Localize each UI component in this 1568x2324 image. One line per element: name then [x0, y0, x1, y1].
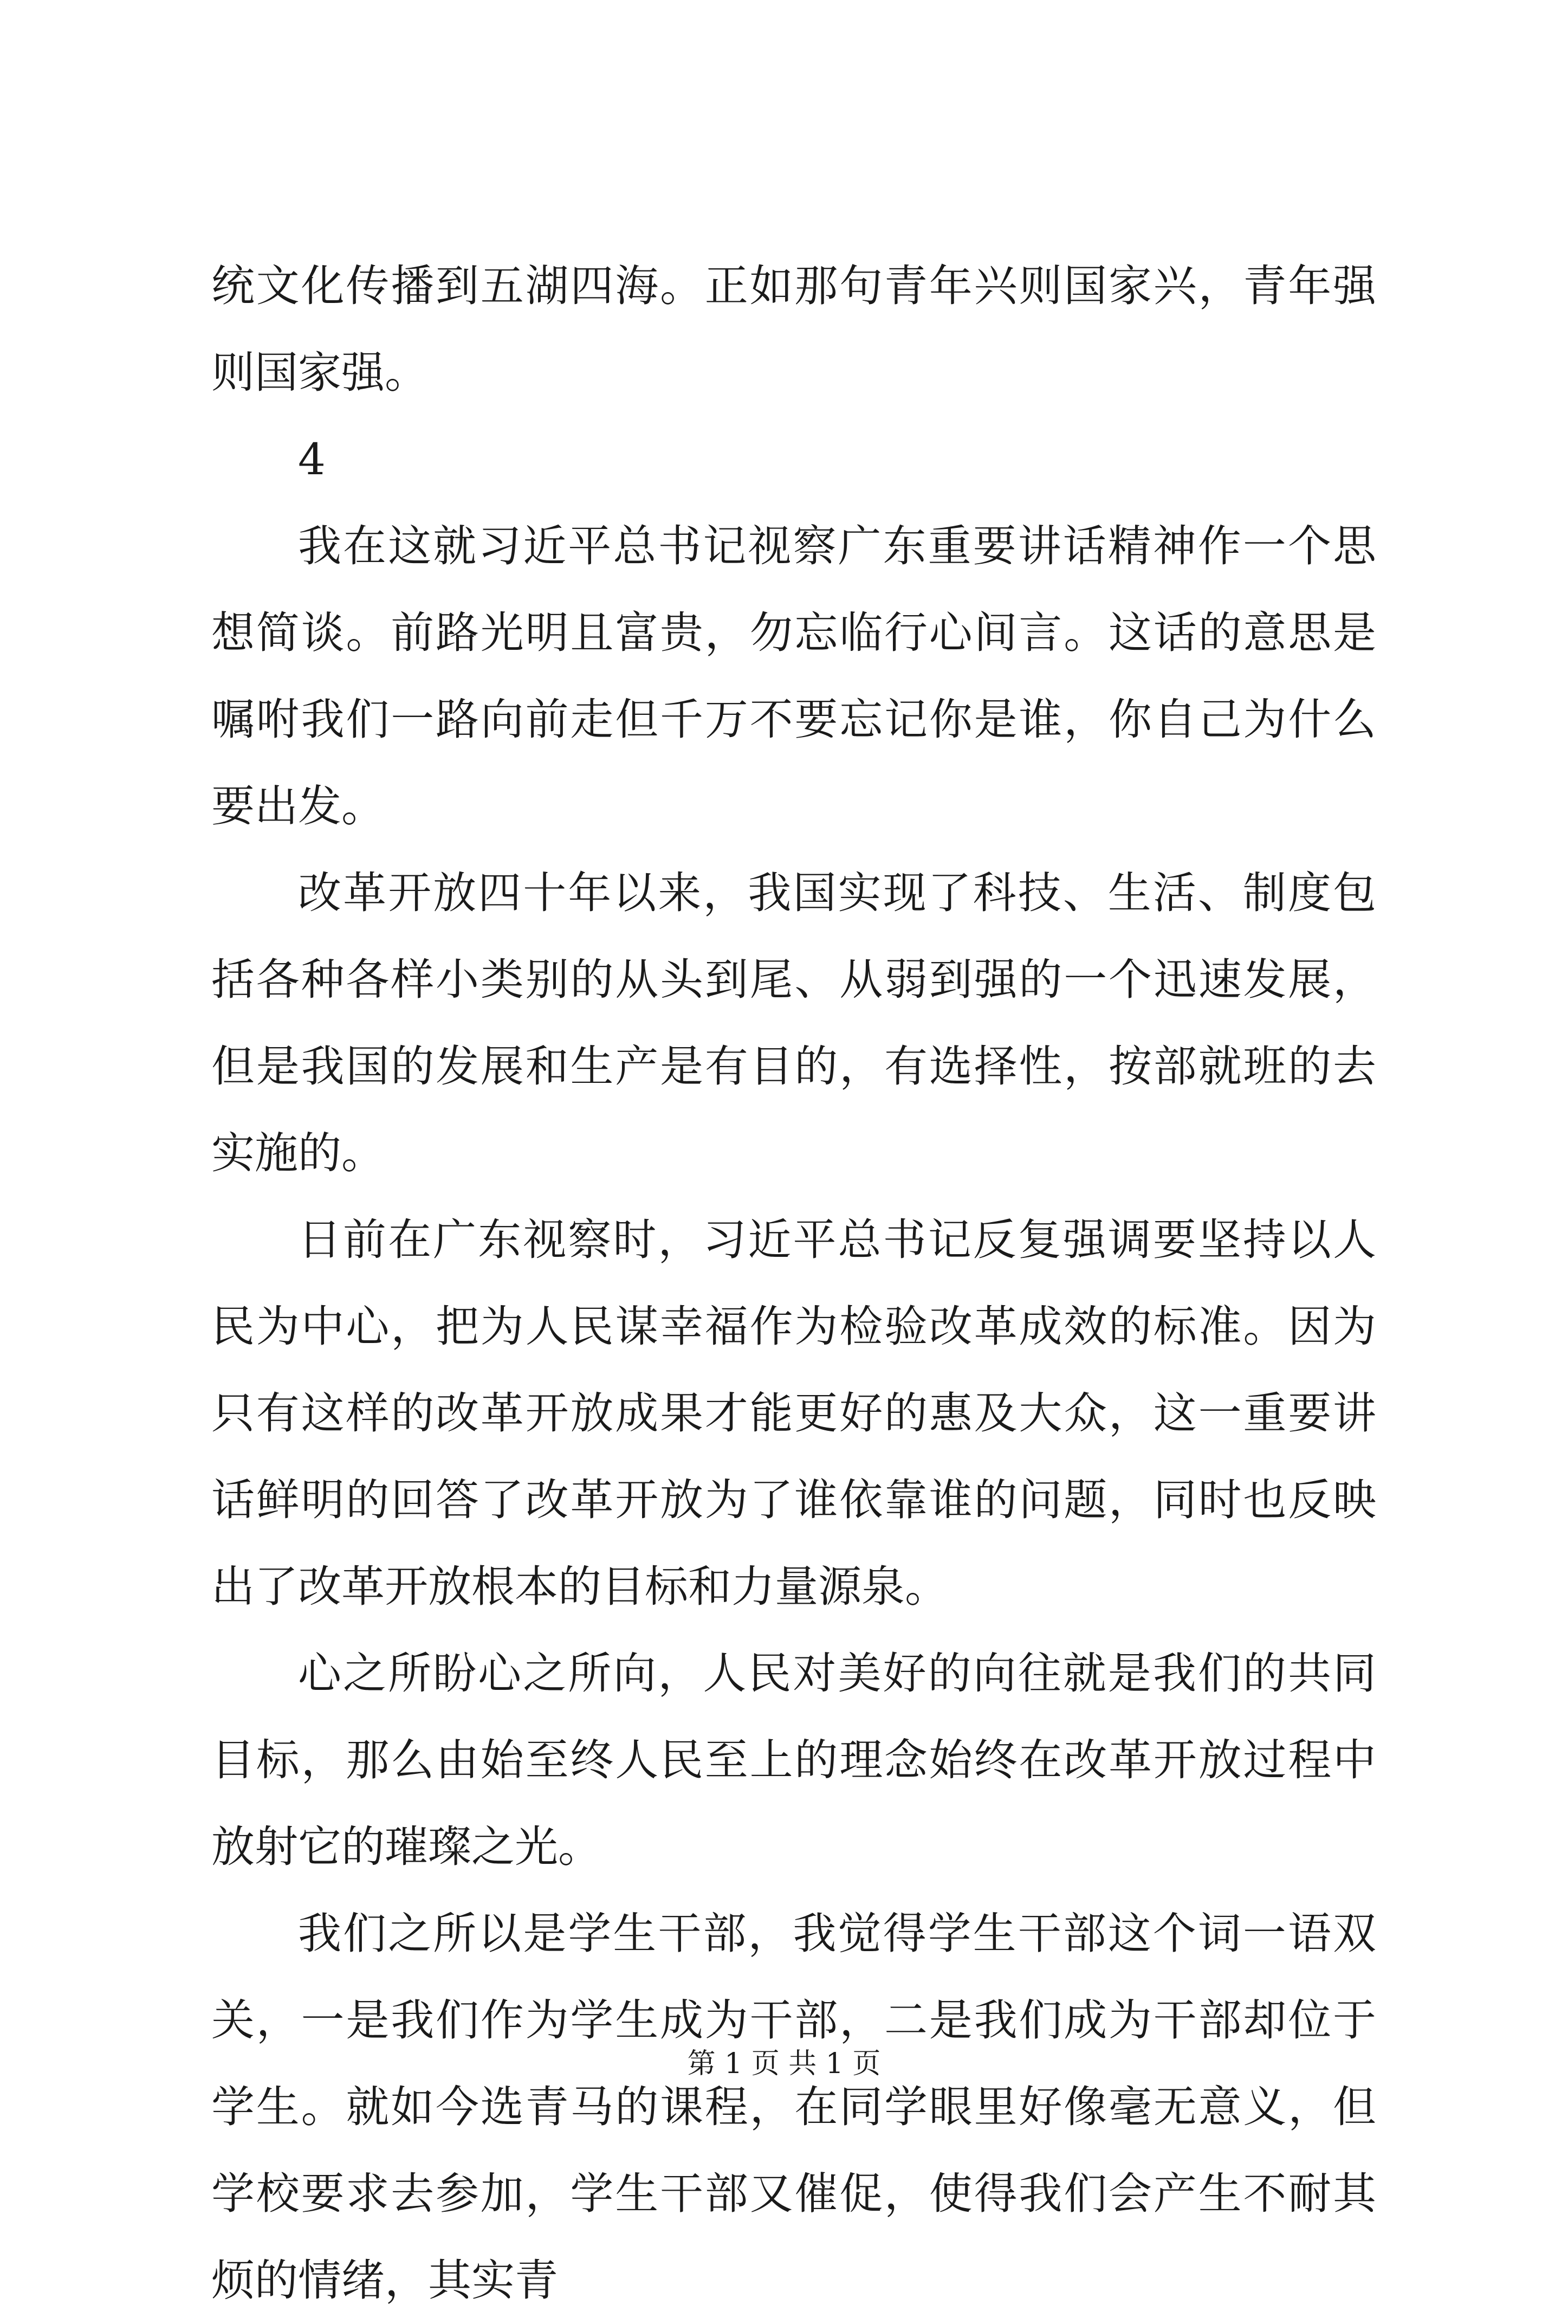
paragraph: 我们之所以是学生干部，我觉得学生干部这个词一语双关，一是我们作为学生成为干部，二是我们成为干部却位于学生。就如今选青马的课程，在同学眼里好像毫无意义，但学校要求去参加，学生干部又催促，使得我们会产生不耐其烦的情绪，其实青 — [211, 1908, 1376, 2306]
paragraph: 改革开放四十年以来，我国实现了科技、生活、制度包括各种各样小类别的从头到尾、从弱到强的一个迅速发展，但是我国的发展和生产是有目的，有选择性，按部就班的去实施的。 — [211, 868, 1376, 1178]
paragraph: 我在这就习近平总书记视察广东重要讲话精神作一个思想简谈。前路光明且富贵，勿忘临行心间言。这话的意思是嘱咐我们一路向前走但千万不要忘记你是谁，你自己为什么要出发。 — [211, 521, 1376, 831]
paragraph: 心之所盼心之所向，人民对美好的向往就是我们的共同目标，那么由始至终人民至上的理念始终在改革开放过程中放射它的璀璨之光。 — [211, 1648, 1376, 1872]
document-body — [211, 243, 1376, 2324]
paragraph: 日前在广东视察时，习近平总书记反复强调要坚持以人民为中心，把为人民谋幸福作为检验改革成效的标准。因为只有这样的改革开放成果才能更好的惠及大众，这一重要讲话鲜明的回答了改革开放为了谁依靠谁的问题，同时也反映出了改革开放根本的目标和力量源泉。 — [211, 1215, 1376, 1612]
section-number: 4 — [298, 434, 326, 485]
page-footer: 第 1 页 共 1 页 — [687, 2048, 881, 2080]
paragraph-continuation: 统文化传播到五湖四海。正如那句青年兴则国家兴，青年强则国家强。 — [211, 261, 1376, 398]
